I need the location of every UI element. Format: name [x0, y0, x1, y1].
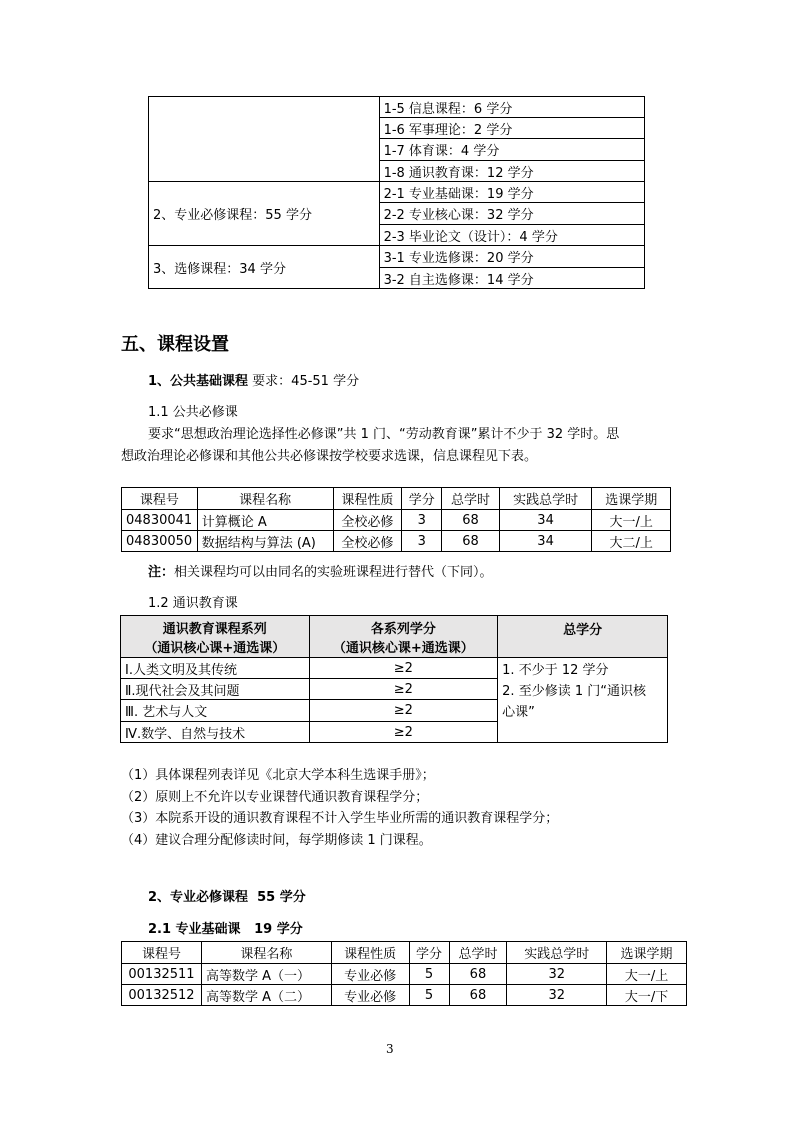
col-header: 课程名称: [197, 488, 333, 510]
col-header: 实践总学时: [507, 942, 607, 964]
ge-note: （4）建议合理分配修读时间，每学期修读 1 门课程。: [121, 833, 432, 848]
col-header: 总学时: [442, 488, 499, 510]
course-name: 高等数学 A（一）: [201, 964, 331, 985]
note-label: 注：: [148, 565, 175, 580]
header-line: （通识核心课+通选课）: [332, 640, 474, 656]
col-header: 总学时: [449, 942, 507, 964]
header-line: 通识教育课程系列: [162, 621, 267, 637]
col-header: 课程名称: [201, 942, 331, 964]
table-row: [121, 658, 668, 679]
subsection-heading: 1.2 通识教育课: [148, 596, 238, 611]
course-type: 专业必修: [331, 985, 409, 1006]
ge-note: （2）原则上不允许以专业课替代通识教育课程学分；: [121, 790, 429, 805]
paragraph-line: 要求“思想政治理论选择性必修课”共 1 门、“劳动教育课”累计不少于 32 学时。思: [148, 427, 620, 442]
col-header: 学分: [402, 488, 442, 510]
course-practice-hours: 34: [499, 531, 592, 552]
course-term: 大一/下: [607, 985, 687, 1006]
course-id: 00132512: [122, 985, 202, 1006]
course-credit: 5: [409, 964, 449, 985]
page-number: 3: [386, 1042, 394, 1056]
col-header: 总学分: [498, 616, 668, 658]
course-hours: 68: [449, 964, 507, 985]
course-hours: 68: [442, 531, 499, 552]
ge-series-name: Ⅱ.现代社会及其问题: [121, 679, 310, 700]
course-credit: 5: [409, 985, 449, 1006]
ge-series-name: Ⅲ. 艺术与人文: [121, 700, 310, 722]
table-row: [122, 510, 671, 531]
col-header: 实践总学时: [499, 488, 592, 510]
subsection-heading: [148, 370, 359, 389]
course-type: 专业必修: [331, 964, 409, 985]
ge-series-name: Ⅳ.数学、自然与技术: [121, 722, 310, 743]
col-header: 课程号: [122, 942, 202, 964]
header-line: 各系列学分: [370, 621, 436, 637]
subsection-heading: 2.1 专业基础课 19 学分: [148, 922, 303, 937]
col-header: [309, 616, 498, 658]
total-line: 心课”: [502, 705, 535, 720]
ge-series-credit: ≥2: [309, 679, 498, 700]
course-term: 大二/上: [592, 531, 671, 552]
course-practice-hours: 34: [499, 510, 592, 531]
col-header: 选课学期: [592, 488, 671, 510]
col-header: [121, 616, 310, 658]
course-practice-hours: 32: [507, 964, 607, 985]
total-line: 1. 不少于 12 学分: [502, 663, 609, 678]
credit-item: 1-7 体育课：4 学分: [379, 139, 644, 161]
section-heading: 五、课程设置: [121, 334, 229, 355]
course-id: 00132511: [122, 964, 202, 985]
course-name: 高等数学 A（二）: [201, 985, 331, 1006]
col-header: 选课学期: [607, 942, 687, 964]
credit-item: 1-8 通识教育课：12 学分: [379, 161, 644, 182]
course-type: 全校必修: [333, 510, 401, 531]
note: [148, 561, 493, 580]
subsection-heading: 2、专业必修课程 55 学分: [148, 890, 306, 905]
general-education-table: [120, 615, 668, 743]
course-type: 全校必修: [333, 531, 401, 552]
course-term: 大一/上: [607, 964, 687, 985]
paragraph-line: 想政治理论必修课和其他公共必修课按学校要求选课，信息课程见下表。: [121, 449, 538, 464]
credit-item: 1-6 军事理论：2 学分: [379, 118, 644, 139]
public-course-table: [121, 487, 671, 552]
course-hours: 68: [449, 985, 507, 1006]
credit-item: 1-5 信息课程：6 学分: [379, 97, 644, 118]
ge-note: （3）本院系开设的通识教育课程不计入学生毕业所需的通识教育课程学分；: [121, 811, 559, 826]
course-name: 计算概论 A: [197, 510, 333, 531]
course-term: 大一/上: [592, 510, 671, 531]
credit-item: 2-3 毕业论文（设计）：4 学分: [379, 225, 644, 246]
course-credit: 3: [402, 510, 442, 531]
course-id: 04830041: [122, 510, 198, 531]
course-name: 数据结构与算法 (A): [197, 531, 333, 552]
credit-category-cell: [149, 97, 380, 182]
ge-series-credit: ≥2: [309, 658, 498, 679]
credit-item: 3-2 自主选修课：14 学分: [379, 268, 644, 289]
course-credit: 3: [402, 531, 442, 552]
ge-series-credit: ≥2: [309, 722, 498, 743]
course-hours: 68: [442, 510, 499, 531]
ge-series-name: Ⅰ.人类文明及其传统: [121, 658, 310, 679]
col-header: 课程性质: [331, 942, 409, 964]
subsection-title: 1、公共基础课程: [148, 374, 249, 389]
ge-total-cell: [498, 658, 668, 743]
col-header: 课程性质: [333, 488, 401, 510]
major-course-table: [121, 941, 687, 1006]
subsection-heading: 1.1 公共必修课: [148, 405, 238, 420]
course-id: 04830050: [122, 531, 198, 552]
col-header: 课程号: [122, 488, 198, 510]
credit-item: 2-1 专业基础课：19 学分: [379, 182, 644, 203]
col-header: 学分: [409, 942, 449, 964]
course-practice-hours: 32: [507, 985, 607, 1006]
ge-series-credit: ≥2: [309, 700, 498, 722]
credit-item: 2-2 专业核心课：32 学分: [379, 203, 644, 225]
table-row: [122, 964, 687, 985]
note-text: 相关课程均可以由同名的实验班课程进行替代（下同）。: [174, 565, 493, 580]
table-row: [122, 531, 671, 552]
total-line: 2. 至少修读 1 门“通识核: [502, 684, 646, 699]
header-line: （通识核心课+通选课）: [144, 640, 286, 656]
subsection-requirement: 要求：45-51 学分: [248, 374, 360, 389]
credit-item: 3-1 专业选修课：20 学分: [379, 246, 644, 268]
ge-note: （1）具体课程列表详见《北京大学本科生选课手册》；: [121, 768, 435, 783]
credit-category-cell: 3、选修课程：34 学分: [149, 246, 380, 289]
table-row: [122, 985, 687, 1006]
credit-structure-table: [148, 96, 645, 289]
credit-category-cell: 2、专业必修课程：55 学分: [149, 182, 380, 246]
